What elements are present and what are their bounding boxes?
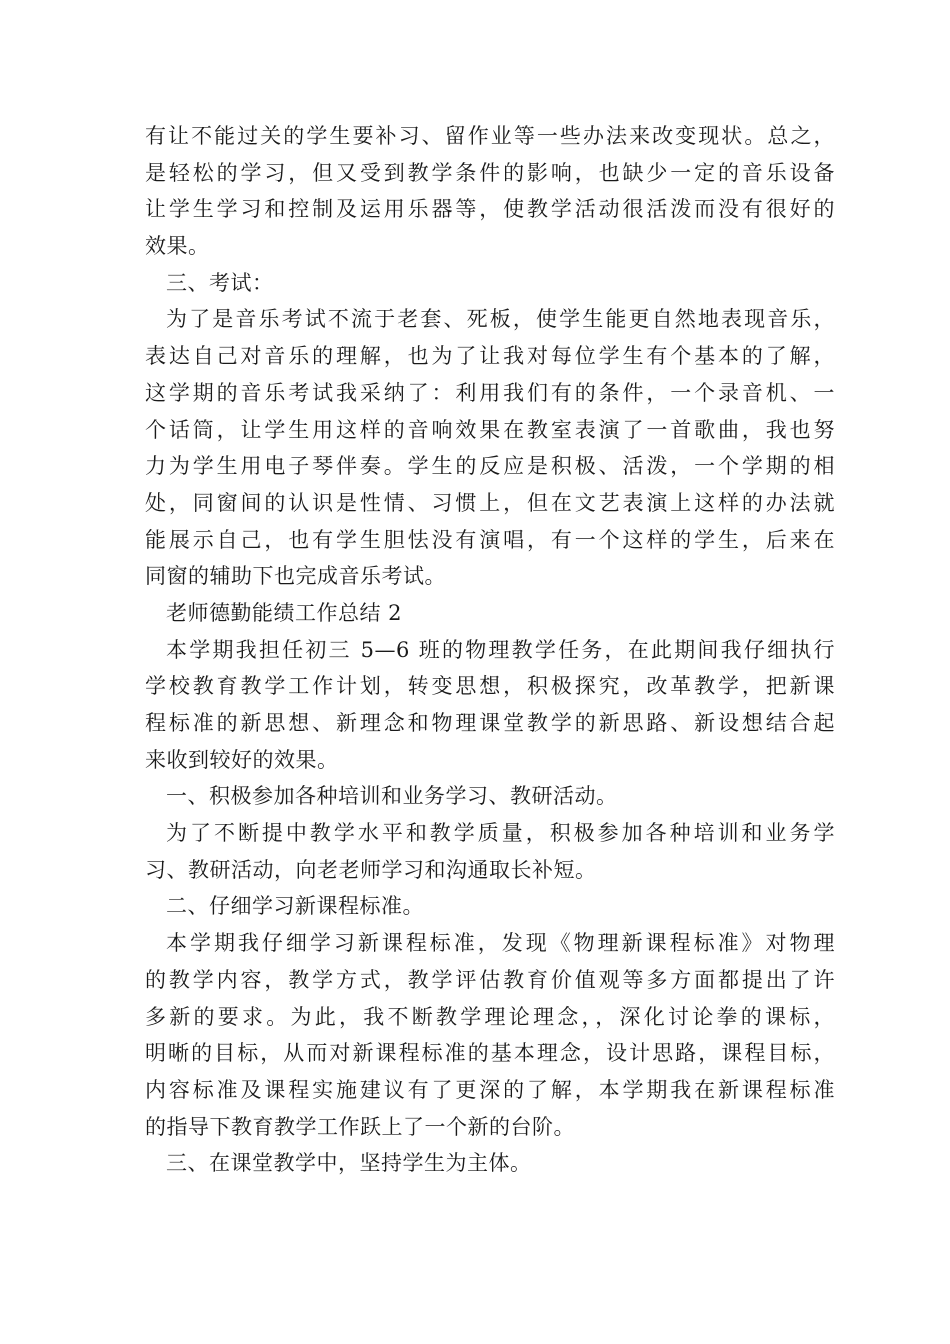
text-line: 力为学生用电子琴伴奏。学生的反应是积极、活泼，一个学期的相: [145, 454, 835, 479]
document-page: [145, 118, 835, 1182]
text-line: 多新的要求。为此，我不断教学理论理念，，深化讨论拳的课标，: [145, 1004, 835, 1029]
text-line: 明晰的目标，从而对新课程标准的基本理念，设计思路，课程目标，: [145, 1041, 835, 1066]
text-line: 本学期我仔细学习新课程标准，发现《物理新课程标准》对物理: [166, 931, 835, 956]
text-line: 是轻松的学习，但又受到教学条件的影响，也缺少一定的音乐设备: [145, 160, 835, 185]
text-line: 内容标准及课程实施建议有了更深的了解，本学期我在新课程标准: [145, 1077, 835, 1102]
text-line: 这学期的音乐考试我采纳了：利用我们有的条件，一个录音机、一: [145, 380, 835, 405]
section-heading: 一、积极参加各种培训和业务学习、教研活动。: [166, 784, 618, 809]
section-heading: 三、考试：: [166, 270, 274, 295]
text-line: 程标准的新思想、新理念和物理课堂教学的新思路、新设想结合起: [145, 711, 835, 735]
text-line: 让学生学习和控制及运用乐器等，使教学活动很活泼而没有很好的: [145, 197, 835, 222]
text-line: 学校教育教学工作计划，转变思想，积极探究，改革教学，把新课: [145, 674, 835, 699]
text-line: 的指导下教育教学工作跃上了一个新的台阶。: [145, 1114, 575, 1139]
text-line: 个话筒，让学生用这样的音响效果在教室表演了一首歌曲，我也努: [145, 417, 835, 442]
text-line: 效果。: [145, 234, 210, 259]
text-line: 的教学内容，教学方式，教学评估教育价值观等多方面都提出了许: [145, 967, 835, 992]
text-line: 本学期我担任初三 5—6 班的物理教学任务，在此期间我仔细执行: [166, 637, 835, 662]
text-line: 能展示自己，也有学生胆怯没有演唱，有一个这样的学生，后来在: [145, 527, 835, 552]
section-heading: 三、在课堂教学中，坚持学生为主体。: [166, 1151, 532, 1176]
text-line: 同窗的辅助下也完成音乐考试。: [145, 564, 446, 589]
text-line: 习、教研活动，向老老师学习和沟通取长补短。: [145, 857, 597, 882]
text-line: 来收到较好的效果。: [145, 747, 339, 772]
section-heading: 老师德勤能绩工作总结 2: [166, 600, 403, 625]
text-line: 为了是音乐考试不流于老套、死板，使学生能更自然地表现音乐，: [166, 307, 835, 332]
text-line: 处，同窗间的认识是性情、习惯上，但在文艺表演上这样的办法就: [145, 490, 835, 515]
section-heading: 二、仔细学习新课程标准。: [166, 894, 424, 919]
text-line: 表达自己对音乐的理解，也为了让我对每位学生有个基本的了解，: [145, 344, 835, 369]
text-line: 有让不能过关的学生要补习、留作业等一些办法来改变现状。总之，: [145, 124, 835, 148]
text-line: 为了不断提中教学水平和教学质量，积极参加各种培训和业务学: [166, 821, 835, 846]
